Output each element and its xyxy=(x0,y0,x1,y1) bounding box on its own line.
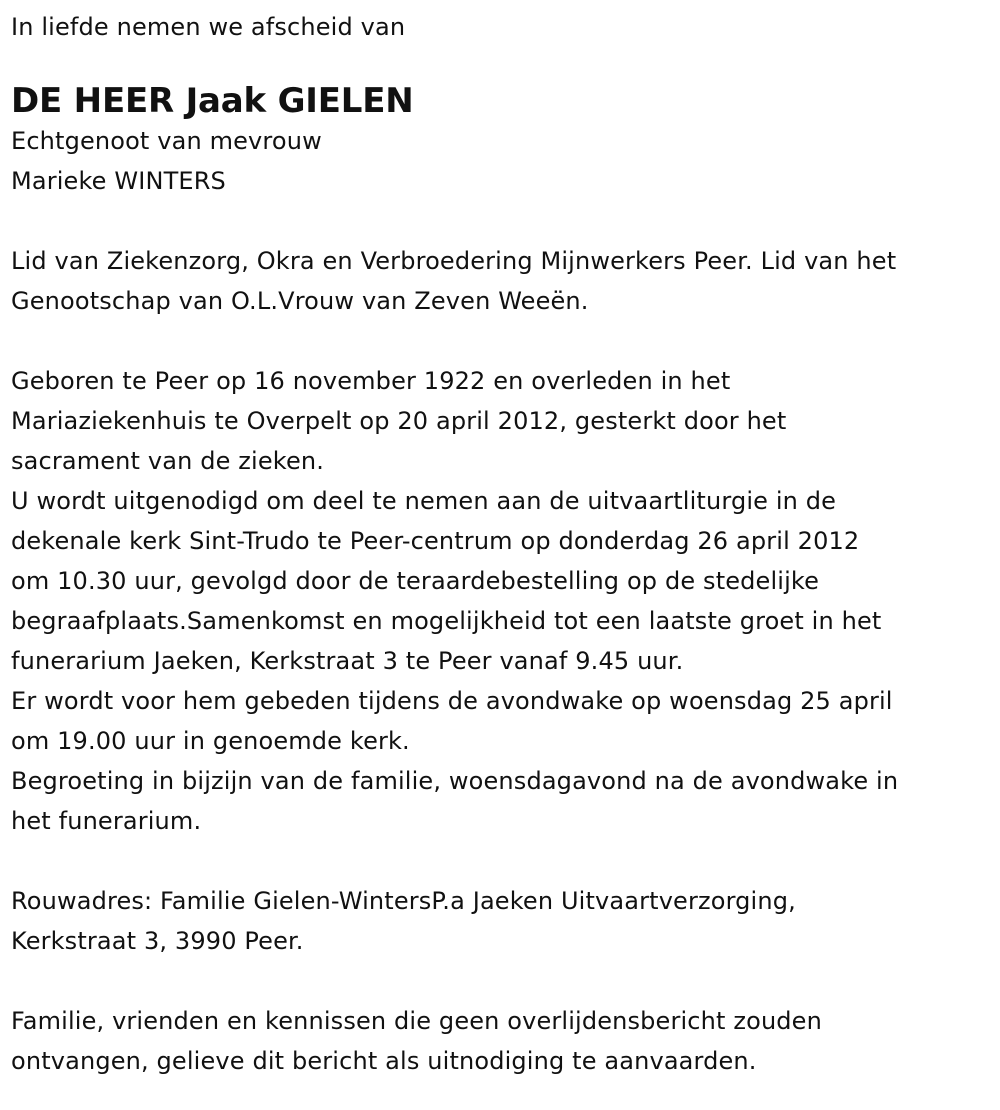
spacer xyxy=(11,841,991,881)
details-line: begraafplaats.Samenkomst en mogelijkheid tot een laatste groet in het xyxy=(11,607,882,635)
details-line: het funerarium. xyxy=(11,807,202,835)
spacer xyxy=(11,961,991,1001)
memberships-paragraph xyxy=(11,241,991,321)
details-line: om 10.30 uur, gevolgd door de teraardebestelling op de stedelijke xyxy=(11,567,820,595)
details-line: funerarium Jaeken, Kerkstraat 3 te Peer vanaf 9.45 uur. xyxy=(11,647,684,675)
details-line: om 19.00 uur in genoemde kerk. xyxy=(11,727,410,755)
details-line: U wordt uitgenodigd om deel te nemen aan de uitvaartliturgie in de xyxy=(11,487,837,515)
details-paragraph xyxy=(11,361,991,841)
address-line: Kerkstraat 3, 3990 Peer. xyxy=(11,927,304,955)
deceased-name: DE HEER Jaak GIELEN xyxy=(11,81,414,121)
memberships-line: Genootschap van O.L.Vrouw van Zeven Weeën. xyxy=(11,287,589,315)
details-line: sacrament van de zieken. xyxy=(11,447,325,475)
details-line: Begroeting in bijzijn van de familie, woensdagavond na de avondwake in xyxy=(11,767,899,795)
closing-line: Familie, vrienden en kennissen die geen overlijdensbericht zouden xyxy=(11,1007,822,1035)
closing-line: ontvangen, gelieve dit bericht als uitnodiging te aanvaarden. xyxy=(11,1047,757,1075)
memberships-line: Lid van Ziekenzorg, Okra en Verbroedering Mijnwerkers Peer. Lid van het xyxy=(11,247,897,275)
spouse-block xyxy=(11,121,991,201)
spouse-line: Echtgenoot van mevrouw xyxy=(11,127,322,155)
intro-text: In liefde nemen we afscheid van xyxy=(11,13,406,41)
details-line: dekenale kerk Sint-Trudo te Peer-centrum op donderdag 26 april 2012 xyxy=(11,527,860,555)
spacer xyxy=(11,201,991,241)
details-line: Er wordt voor hem gebeden tijdens de avondwake op woensdag 25 april xyxy=(11,687,893,715)
spacer xyxy=(11,321,991,361)
address-line: Rouwadres: Familie Gielen-WintersP.a Jaeken Uitvaartverzorging, xyxy=(11,887,796,915)
spouse-line: Marieke WINTERS xyxy=(11,167,226,195)
address-paragraph xyxy=(11,881,991,961)
details-line: Mariaziekenhuis te Overpelt op 20 april 2012, gesterkt door het xyxy=(11,407,787,435)
death-notice xyxy=(11,7,991,1081)
details-line: Geboren te Peer op 16 november 1922 en overleden in het xyxy=(11,367,731,395)
closing-paragraph xyxy=(11,1001,991,1081)
